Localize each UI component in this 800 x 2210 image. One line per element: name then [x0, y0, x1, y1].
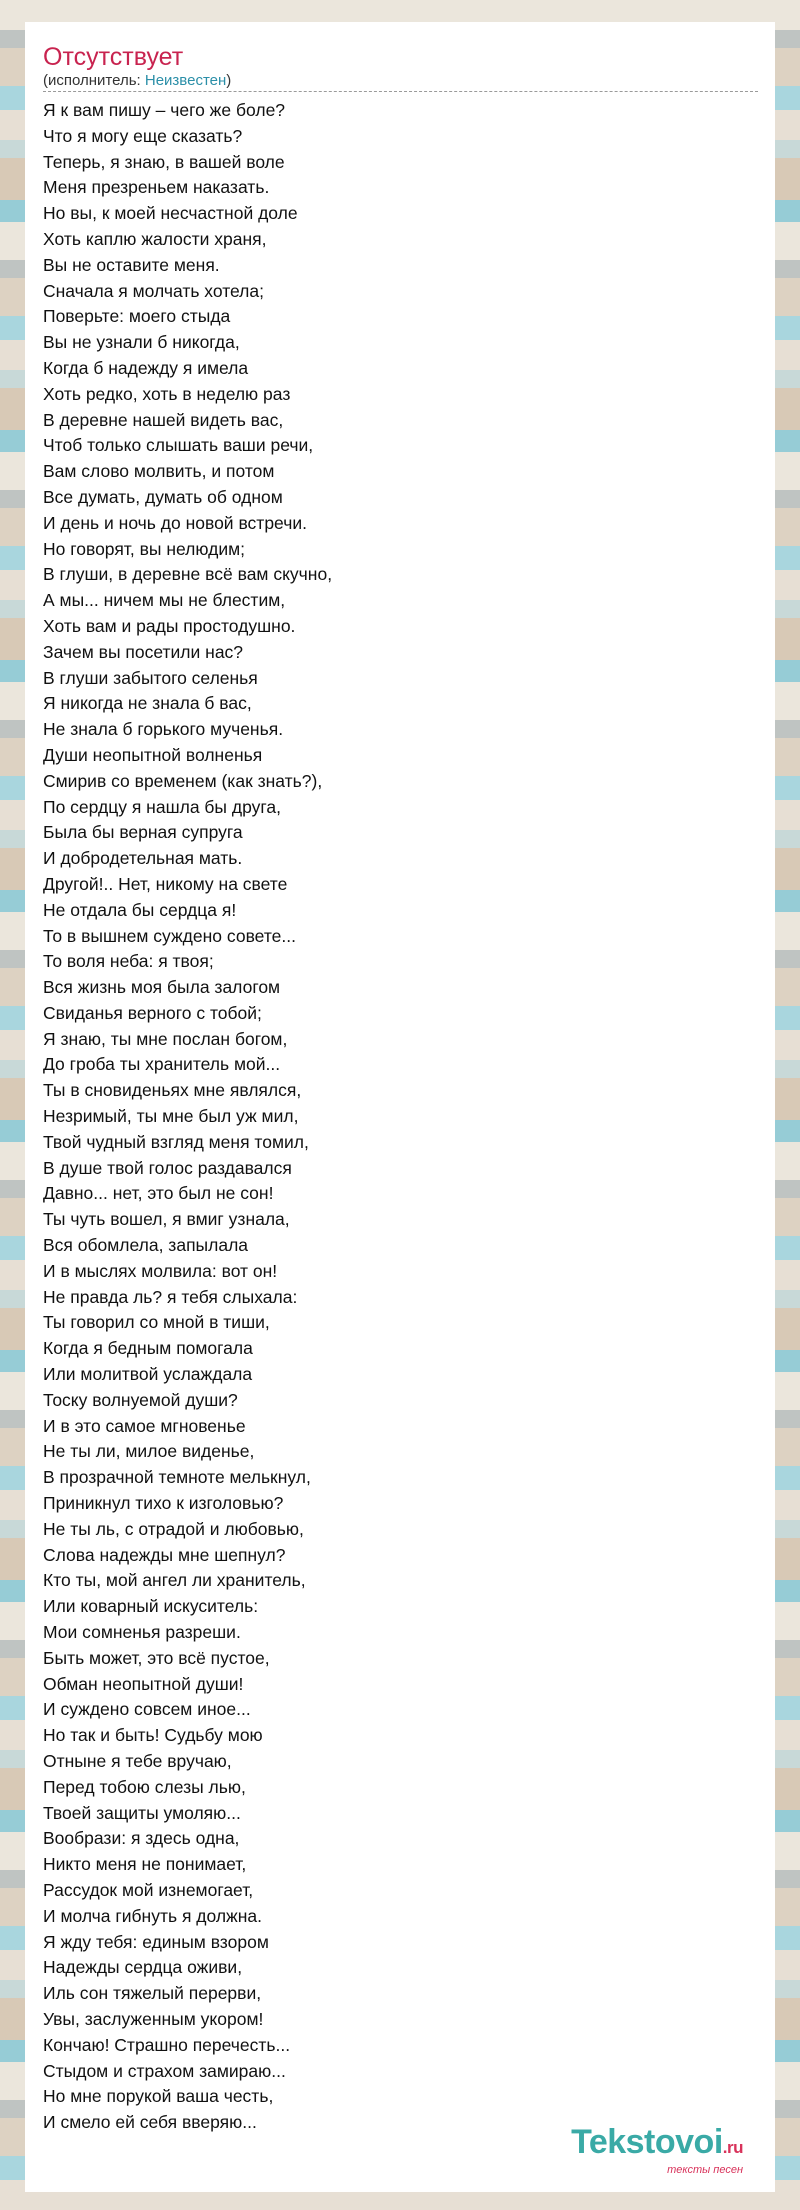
lyric-line: Хоть каплю жалости храня, [43, 228, 267, 249]
lyric-line: Иль сон тяжелый перерви, [43, 1983, 262, 2004]
lyric-line: В прозрачной темноте мелькнул, [43, 1467, 311, 1488]
lyric-line: Поверьте: моего стыда [43, 306, 231, 327]
lyric-line: То воля неба: я твоя; [43, 951, 214, 972]
lyric-line: Или молитвой услаждала [43, 1364, 253, 1385]
lyric-line: Слова надежды мне шепнул? [43, 1544, 286, 1565]
lyric-line: Но говорят, вы нелюдим; [43, 538, 245, 559]
lyric-line: Была бы верная супруга [43, 822, 243, 843]
lyric-line: Незримый, ты мне был уж мил, [43, 1106, 299, 1127]
lyric-line: Или коварный искуситель: [43, 1596, 259, 1617]
lyric-line: Но мне порукой ваша честь, [43, 2086, 274, 2107]
lyric-line: То в вышнем суждено совете... [43, 925, 296, 946]
lyric-line: А мы... ничем мы не блестим, [43, 590, 286, 611]
lyric-line: Вам слово молвить, и потом [43, 461, 275, 482]
lyric-line: Вся жизнь моя была залогом [43, 977, 281, 998]
lyric-line: Увы, заслуженным укором! [43, 2008, 264, 2029]
lyric-line: Ты чуть вошел, я вмиг узнала, [43, 1209, 290, 1230]
lyric-line: И смело ей себя вверяю... [43, 2112, 257, 2133]
lyric-line: Меня презреньем наказать. [43, 177, 270, 198]
lyric-line: Вы не узнали б никогда, [43, 332, 240, 353]
lyric-line: Но вы, к моей несчастной доле [43, 203, 298, 224]
lyric-line: Я к вам пишу – чего же боле? [43, 100, 286, 120]
lyric-line: Другой!.. Нет, никому на свете [43, 873, 288, 894]
lyric-line: По сердцу я нашла бы друга, [43, 796, 281, 817]
lyric-line: Тоску волнуемой души? [43, 1389, 238, 1410]
lyric-line: Ты в сновиденьях мне являлся, [43, 1080, 302, 1101]
lyrics-card [25, 22, 775, 2192]
lyrics-body [43, 98, 755, 2136]
lyric-line: Давно... нет, это был не сон! [43, 1183, 274, 1204]
lyric-line: До гроба ты хранитель мой... [43, 1054, 281, 1075]
lyric-line: И в это самое мгновенье [43, 1415, 246, 1436]
lyric-line: Надежды сердца оживи, [43, 1957, 243, 1978]
artist-link[interactable]: Неизвестен [144, 72, 227, 89]
lyric-line: Смирив со временем (как знать?), [43, 770, 323, 791]
lyric-line: Не ты ли, милое виденье, [43, 1441, 255, 1462]
logo-tld: .ru [722, 2138, 743, 2157]
lyric-line: Кто ты, мой ангел ли хранитель, [43, 1570, 306, 1591]
lyric-line: Вся обомлела, запылала [43, 1235, 249, 1256]
site-logo[interactable] [571, 2125, 743, 2176]
lyric-line: Когда б надежду я имела [43, 357, 249, 378]
lyric-line: Теперь, я знаю, в вашей воле [43, 151, 285, 172]
lyric-line: Хоть редко, хоть в неделю раз [43, 383, 291, 404]
lyric-line: Стыдом и страхом замираю... [43, 2060, 286, 2081]
lyric-line: Перед тобою слезы лью, [43, 1776, 246, 1797]
lyric-line: В деревне нашей видеть вас, [43, 409, 284, 430]
lyric-line: Но так и быть! Судьбу мою [43, 1725, 263, 1746]
lyric-line: И в мыслях молвила: вот он! [43, 1260, 278, 1281]
lyric-line: Свиданья верного с тобой; [43, 1002, 262, 1023]
lyric-line: Я знаю, ты мне послан богом, [43, 1028, 288, 1049]
lyric-line: Хоть вам и рады простодушно. [43, 615, 296, 636]
lyric-line: И добродетельная мать. [43, 848, 243, 869]
logo-tagline: тексты песен [667, 2164, 743, 2176]
lyric-line: Зачем вы посетили нас? [43, 641, 244, 662]
logo-wordmark [571, 2125, 743, 2165]
lyric-line: Приникнул тихо к изголовью? [43, 1493, 284, 1514]
lyric-line: Чтоб только слышать ваши речи, [43, 435, 314, 456]
lyric-line: В глуши забытого селенья [43, 667, 258, 688]
artist-suffix: ) [226, 72, 232, 89]
lyric-line: И молча гибнуть я должна. [43, 1905, 263, 1926]
lyric-line: Что я могу еще сказать? [43, 125, 243, 146]
lyric-line: Души неопытной волненья [43, 744, 263, 765]
lyric-line: Не знала б горького мученья. [43, 719, 284, 740]
lyric-line: В глуши, в деревне всё вам скучно, [43, 564, 333, 585]
lyric-line: Не правда ль? я тебя слыхала: [43, 1286, 298, 1307]
lyric-line: Вы не оставите меня. [43, 254, 220, 275]
lyric-line: И суждено совсем иное... [43, 1699, 251, 1720]
lyric-line: Отныне я тебе вручаю, [43, 1751, 232, 1771]
lyric-line: Я никогда не знала б вас, [43, 693, 252, 714]
lyric-line: Обман неопытной души! [43, 1673, 244, 1694]
lyric-line: Рассудок мой изнемогает, [43, 1879, 254, 1900]
lyric-line: Никто меня не понимает, [43, 1854, 247, 1875]
artist-meta [43, 72, 758, 92]
lyric-line: Быть может, это всё пустое, [43, 1647, 270, 1668]
lyric-line: И день и ночь до новой встречи. [43, 512, 307, 533]
lyric-line: Твой чудный взгляд меня томил, [43, 1131, 309, 1152]
lyric-line: Когда я бедным помогала [43, 1338, 253, 1359]
logo-word: Tekstovoi [571, 2123, 723, 2161]
lyric-line: В душе твой голос раздавался [43, 1157, 292, 1178]
lyric-line: Не отдала бы сердца я! [43, 899, 237, 920]
lyric-line: Все думать, думать об одном [43, 486, 283, 507]
lyric-line: Мои сомненья разреши. [43, 1622, 241, 1643]
lyric-line: Твоей защиты умоляю... [43, 1802, 241, 1823]
lyric-line: Не ты ль, с отрадой и любовью, [43, 1518, 304, 1539]
artist-prefix: (исполнитель: [43, 72, 145, 89]
song-title: Отсутствует [43, 43, 184, 71]
lyric-line: Кончаю! Страшно перечесть... [43, 2034, 291, 2055]
lyric-line: Ты говорил со мной в тиши, [43, 1312, 270, 1333]
lyric-line: Сначала я молчать хотела; [43, 280, 264, 301]
lyric-line: Я жду тебя: единым взором [43, 1931, 269, 1952]
lyric-line: Вообрази: я здесь одна, [43, 1828, 240, 1849]
